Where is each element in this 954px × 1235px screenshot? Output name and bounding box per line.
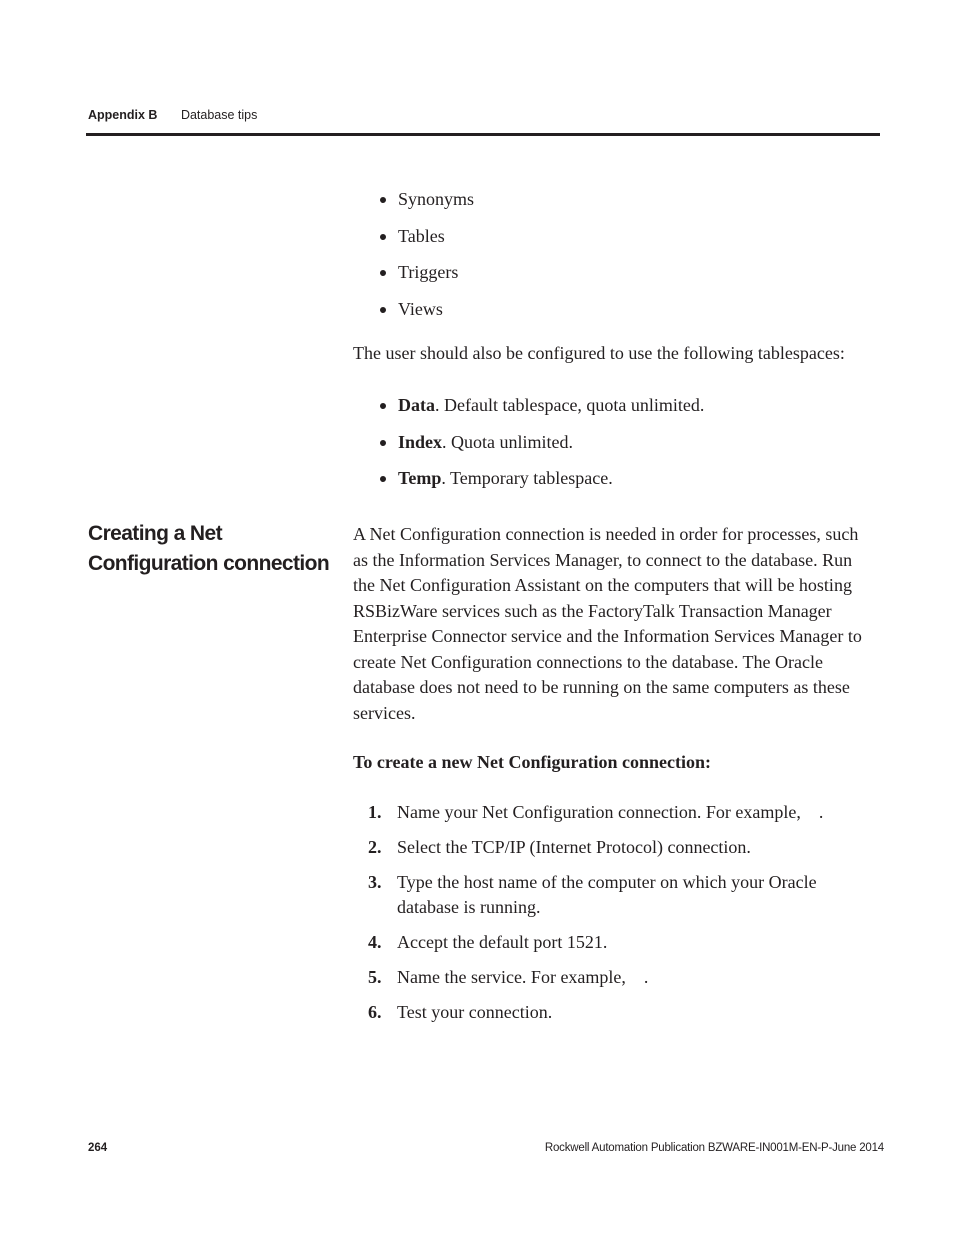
term: Temp [398, 468, 442, 488]
step-number: 3. [368, 872, 382, 892]
list-item: Synonyms [378, 188, 474, 225]
step-number: 5. [368, 967, 382, 987]
step-text: Name your Net Configuration connection. For example, [397, 802, 801, 822]
appendix-label: Appendix B [88, 108, 158, 122]
step-item [353, 1000, 873, 1025]
tablespace-intro: The user should also be configured to use the following tablespaces: [353, 343, 845, 363]
step-number: 1. [368, 802, 382, 822]
step-text: Accept the default port 1521. [397, 932, 608, 952]
object-list [378, 188, 474, 334]
step-item [353, 870, 873, 920]
step-text: Type the host name of the computer on which your Oracle database is running. [397, 872, 817, 917]
step-item [353, 800, 873, 825]
section-body: A Net Configuration connection is needed in order for processes, such as the Information Services Manager, to connect to the database. Run the Net Configuration Assistant on the computers that will be hosting RSBizWare services such as the FactoryTalk Transaction Manager Enterprise Connector service and the Information Services Manager to create Net Configuration connections to the database. The Oracle database does not need to be running on the same computers as these services. [353, 524, 862, 723]
step-text-end: . [643, 967, 649, 987]
step-number: 6. [368, 1002, 382, 1022]
step-text: Name the service. For example, [397, 967, 626, 987]
step-item [353, 930, 873, 955]
section-label: Database tips [180, 108, 258, 122]
term: Index [398, 431, 443, 452]
list-item: Views [378, 298, 474, 335]
list-item: Triggers [378, 261, 474, 298]
term-desc: . Default tablespace, quota unlimited. [435, 395, 705, 415]
header-rule [86, 133, 880, 136]
step-number: 2. [368, 837, 382, 857]
step-text: Test your connection. [397, 1002, 553, 1022]
tablespace-list [378, 394, 704, 504]
section-heading: Creating a Net Configuration connection [88, 522, 330, 575]
list-item [378, 394, 704, 431]
list-item: Tables [378, 225, 474, 262]
step-text-end: . [818, 802, 824, 822]
list-item [378, 467, 704, 504]
step-item [353, 835, 873, 860]
step-text: Select the TCP/IP (Internet Protocol) connection. [397, 837, 751, 857]
page-number: 264 [88, 1142, 108, 1154]
term-desc: . Temporary tablespace. [441, 468, 613, 488]
term: Data [398, 395, 435, 415]
list-item [378, 431, 704, 468]
step-number: 4. [368, 932, 382, 952]
running-header [88, 108, 880, 128]
publication-info: Rockwell Automation Publication BZWARE-IN001M-EN-P-June 2014 [544, 1142, 884, 1154]
step-item [353, 965, 873, 990]
procedure-heading: To create a new Net Configuration connection: [353, 752, 711, 772]
procedure-steps [353, 800, 873, 1035]
term-desc: . Quota unlimited. [442, 431, 573, 452]
